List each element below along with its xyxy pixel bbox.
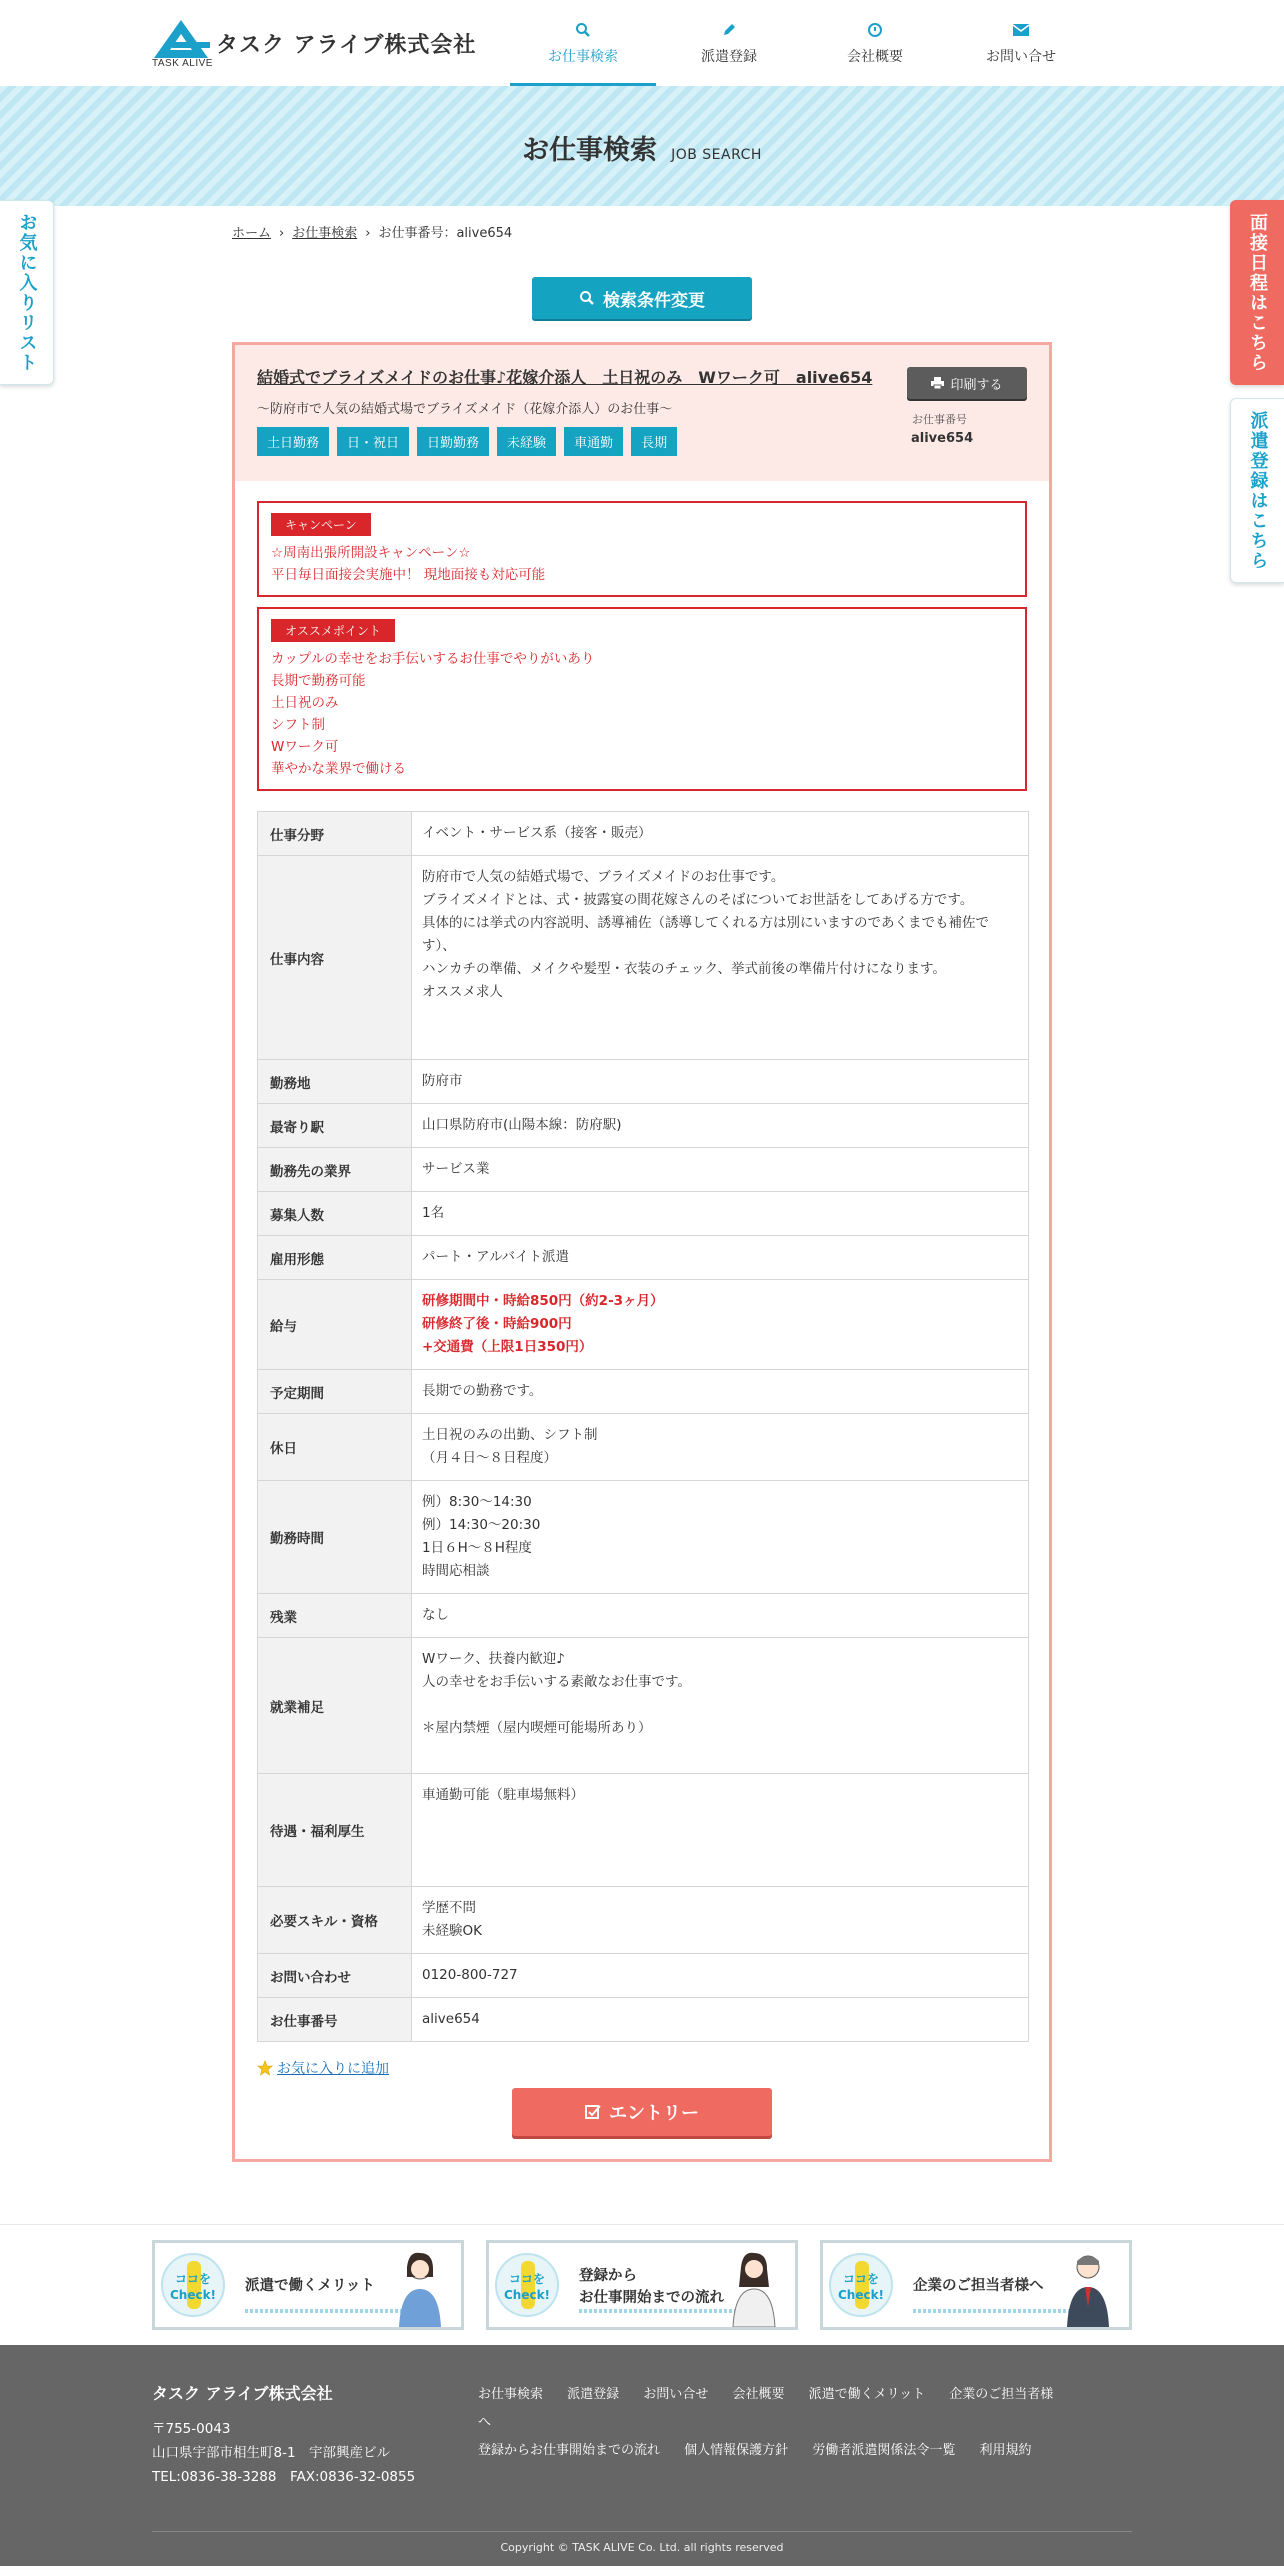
spec-value [412, 1414, 1029, 1481]
spec-label: お問い合わせ [258, 1954, 412, 1998]
banner-text: 派遣で働くメリット [245, 2278, 375, 2294]
footer-link[interactable]: 派遣で働くメリット [808, 2387, 926, 2402]
footer-link[interactable]: 企業のご担当者様へ [478, 2387, 1054, 2430]
search-icon [510, 22, 656, 42]
spec-label: 予定期間 [258, 1370, 412, 1414]
job-tag: 車通勤 [564, 427, 623, 456]
spec-label: 募集人数 [258, 1192, 412, 1236]
spec-label: 仕事分野 [258, 812, 412, 856]
recommend-line: 長期で勤務可能 [271, 673, 366, 689]
check-badge: ココを Check! [161, 2253, 225, 2317]
banner-flow[interactable] [486, 2240, 798, 2330]
footer-link[interactable]: お問い合せ [643, 2387, 709, 2402]
spec-value: 1名 [412, 1192, 1029, 1236]
breadcrumb [232, 222, 512, 241]
campaign-box [257, 501, 1027, 597]
spec-value [412, 1887, 1029, 1954]
businessman-illustration-icon [1061, 2247, 1115, 2327]
campaign-line: 平日毎日面接会実施中！ 現地面接も対応可能 [271, 567, 546, 583]
spec-value [412, 856, 1029, 1060]
spec-value: 0120-800-727 [412, 1954, 1029, 1998]
footer-address [152, 2417, 415, 2489]
footer-address-line: 山口県宇部市相生町8-1 宇部興産ビル [152, 2445, 391, 2461]
campaign-label: キャンペーン [271, 513, 371, 536]
page-title [0, 128, 1284, 167]
nav-label: 会社概要 [847, 49, 903, 65]
site-logo[interactable] [152, 18, 477, 70]
change-search-label: 検索条件変更 [603, 290, 705, 310]
spec-value: alive654 [412, 1998, 1029, 2042]
section-divider [0, 2224, 1284, 2225]
banner-text: 登録から お仕事開始までの流れ [579, 2268, 724, 2306]
table-row [258, 1887, 1029, 1954]
table-row [258, 1774, 1029, 1887]
table-row [258, 1954, 1029, 1998]
spec-value: 車通勤可能（駐車場無料） [412, 1774, 1029, 1887]
check-badge: ココを Check! [829, 2253, 893, 2317]
nav-label: お問い合せ [986, 49, 1056, 65]
spec-label: 仕事内容 [258, 856, 412, 1060]
spec-label: お仕事番号 [258, 1998, 412, 2042]
checkbox-icon [585, 2104, 601, 2120]
job-tag: 日勤勤務 [417, 427, 489, 456]
recommend-line: シフト制 [271, 717, 325, 733]
check-badge: ココを Check! [495, 2253, 559, 2317]
spec-value: 防府市 [412, 1060, 1029, 1104]
star-icon [257, 2060, 273, 2076]
register-tab[interactable]: 派遣登録はこちら [1230, 398, 1284, 583]
footer-link[interactable]: 派遣登録 [567, 2387, 620, 2402]
job-detail-card [232, 342, 1052, 2162]
spec-value: 山口県防府市(山陽本線：防府駅) [412, 1104, 1029, 1148]
site-footer [0, 2345, 1284, 2566]
footer-company: タスク アライブ株式会社 [152, 2384, 333, 2403]
favorites-list-tab[interactable]: お気に入りリスト [0, 200, 54, 385]
banner-merit[interactable] [152, 2240, 464, 2330]
entry-button[interactable] [512, 2088, 772, 2136]
main-nav [510, 0, 1094, 86]
banner-text: 企業のご担当者様へ [913, 2278, 1044, 2294]
site-header [0, 0, 1284, 86]
job-tag: 長期 [631, 427, 677, 456]
table-row [258, 1638, 1029, 1774]
spec-value: イベント・サービス系（接客・販売） [412, 812, 1029, 856]
table-row [258, 1481, 1029, 1594]
table-row [258, 1060, 1029, 1104]
spec-line: ハンカチの準備、メイクや髪型・衣装のチェック、挙式前後の準備片付けになります。 [422, 961, 946, 977]
info-circle-icon [802, 22, 948, 42]
spec-line: 防府市で人気の結婚式場で、ブライズメイドのお仕事です。 [422, 869, 785, 885]
entry-label: エントリー [609, 2103, 699, 2123]
spec-label: 給与 [258, 1280, 412, 1370]
breadcrumb-search[interactable]: お仕事検索 [292, 226, 358, 241]
footer-address-line: 〒755-0043 [152, 2421, 231, 2437]
envelope-icon [948, 22, 1094, 42]
spec-value: サービス業 [412, 1148, 1029, 1192]
spec-line: 人の幸せをお手伝いする素敵なお仕事です。 [422, 1674, 691, 1690]
nav-job-search[interactable] [510, 0, 656, 86]
nav-label: 派遣登録 [701, 49, 757, 65]
spec-line: 1日６H～８H程度 [422, 1540, 532, 1556]
logo-text: タスク アライブ株式会社 [216, 33, 477, 58]
chevron-right-icon: › [365, 226, 371, 241]
nav-company[interactable] [802, 0, 948, 86]
recommend-line: 土日祝のみ [271, 695, 339, 711]
footer-link[interactable]: 個人情報保護方針 [684, 2443, 789, 2458]
spec-value [412, 1280, 1029, 1370]
search-icon [579, 290, 595, 306]
spec-line: 具体的には挙式の内容説明、誘導補佐（誘導してくれる方は別にいますのであくまでも補佐です）、 [422, 915, 989, 954]
spec-value: なし [412, 1594, 1029, 1638]
job-tag: 土日勤務 [257, 427, 329, 456]
spec-label: 待遇・福利厚生 [258, 1774, 412, 1887]
spec-line: （月４日～８日程度） [422, 1450, 557, 1466]
footer-address-line: TEL:0836-38-3288 FAX:0836-32-0855 [152, 2469, 416, 2485]
spec-line: 学歴不問 [422, 1900, 476, 1916]
table-row [258, 812, 1029, 856]
spec-line: 例）14:30～20:30 [422, 1517, 541, 1533]
campaign-line: ☆周南出張所開設キャンペーン☆ [271, 545, 471, 561]
logo-subtext: TASK ALIVE [152, 58, 213, 69]
spec-line: ブライズメイドとは、式・披露宴の間花嫁さんのそばについてお世話をしてあげる方です。 [422, 892, 974, 908]
salary-line: +交通費（上限1日350円） [422, 1339, 593, 1355]
footer-divider [152, 2531, 1132, 2532]
nav-contact[interactable] [948, 0, 1094, 86]
table-row [258, 1104, 1029, 1148]
print-label: 印刷する [950, 376, 1003, 392]
page-title-ja: お仕事検索 [522, 135, 658, 166]
footer-link[interactable]: 労働者派遣関係法令一覧 [812, 2443, 956, 2458]
spec-label: 休日 [258, 1414, 412, 1481]
spec-label: 必要スキル・資格 [258, 1887, 412, 1954]
print-button[interactable] [907, 367, 1027, 399]
table-row [258, 1192, 1029, 1236]
job-header [235, 345, 1049, 481]
spec-value [412, 1638, 1029, 1774]
job-number-label: お仕事番号 [912, 413, 967, 426]
breadcrumb-current: お仕事番号：alive654 [378, 226, 513, 241]
job-number-value: alive654 [911, 431, 974, 446]
nav-register[interactable] [656, 0, 802, 86]
spec-label: 勤務先の業界 [258, 1148, 412, 1192]
spec-value [412, 1481, 1029, 1594]
spec-label: 勤務時間 [258, 1481, 412, 1594]
spec-label: 雇用形態 [258, 1236, 412, 1280]
copyright: Copyright © TASK ALIVE Co. Ltd. all rights reserved [500, 2541, 784, 2554]
recommend-line: カップルの幸せをお手伝いするお仕事でやりがいあり [271, 651, 595, 667]
job-title[interactable]: 結婚式でブライズメイドのお仕事♪花嫁介添人 土日祝のみ Wワーク可 alive654 [257, 368, 873, 387]
spec-label: 勤務地 [258, 1060, 412, 1104]
interview-schedule-tab[interactable]: 面接日程はこちら [1230, 200, 1284, 385]
job-subtitle: ～防府市で人気の結婚式場でブライズメイド（花嫁介添人）のお仕事～ [257, 402, 673, 417]
table-row [258, 1594, 1029, 1638]
page-hero [0, 86, 1284, 206]
spec-line [422, 1694, 1018, 1717]
printer-icon [931, 377, 944, 389]
footer-link[interactable]: お仕事検索 [478, 2387, 544, 2402]
job-tag: 日・祝日 [337, 427, 409, 456]
table-row [258, 1236, 1029, 1280]
table-row [258, 1998, 1029, 2042]
spec-line: ＊屋内禁煙（屋内喫煙可能場所あり） [422, 1720, 652, 1736]
pencil-icon [656, 22, 802, 42]
spec-label: 最寄り駅 [258, 1104, 412, 1148]
woman-office-illustration-icon [727, 2247, 781, 2327]
salary-line: 研修期間中・時給850円（約2-3ヶ月） [422, 1293, 664, 1309]
footer-link[interactable]: 利用規約 [979, 2443, 1032, 2458]
recommend-label: オススメポイント [271, 619, 395, 642]
add-favorite [257, 2058, 1027, 2078]
add-favorite-link[interactable]: お気に入りに追加 [277, 2061, 389, 2077]
spec-line: Wワーク、扶養内歓迎♪ [422, 1651, 565, 1667]
spec-value: パート・アルバイト派遣 [412, 1236, 1029, 1280]
recommend-points-box [257, 607, 1027, 791]
nav-label: お仕事検索 [548, 49, 618, 65]
footer-links [478, 2381, 1078, 2465]
breadcrumb-home[interactable]: ホーム [232, 226, 272, 241]
spec-line: オススメ求人 [422, 984, 503, 1000]
footer-link[interactable]: 会社概要 [732, 2387, 785, 2402]
job-tag: 未経験 [497, 427, 556, 456]
spec-line: 土日祝のみの出勤、シフト制 [422, 1427, 598, 1443]
table-row [258, 1280, 1029, 1370]
recommend-line: 華やかな業界で働ける [271, 761, 406, 777]
table-row [258, 856, 1029, 1060]
recommend-line: Wワーク可 [271, 739, 339, 755]
chevron-right-icon: › [279, 226, 285, 241]
table-row [258, 1370, 1029, 1414]
table-row [258, 1148, 1029, 1192]
table-row [258, 1414, 1029, 1481]
spec-value: 長期での勤務です。 [412, 1370, 1029, 1414]
spec-label: 残業 [258, 1594, 412, 1638]
woman-worker-illustration-icon [393, 2247, 447, 2327]
job-spec-table [257, 811, 1029, 2042]
spec-line: 時間応相談 [422, 1563, 490, 1579]
footer-link[interactable]: 登録からお仕事開始までの流れ [478, 2443, 661, 2458]
banner-corporate[interactable] [820, 2240, 1132, 2330]
page-title-en: JOB SEARCH [671, 147, 762, 163]
spec-line: 未経験OK [422, 1923, 482, 1939]
spec-label: 就業補足 [258, 1638, 412, 1774]
change-search-button[interactable] [532, 277, 752, 319]
salary-line: 研修終了後・時給900円 [422, 1316, 572, 1332]
spec-line: 例）8:30～14:30 [422, 1494, 532, 1510]
